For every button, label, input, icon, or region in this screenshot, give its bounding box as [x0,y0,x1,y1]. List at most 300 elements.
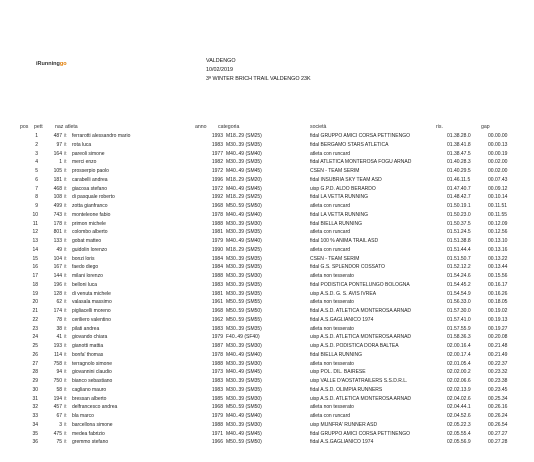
table-row [0,141,534,150]
table-row [0,368,534,377]
cell-societa: uisp MUNFRA' RUNNER ASD [310,421,378,428]
cell-result-time: 01.40.28.3 [447,159,471,166]
cell-naz: it [64,264,67,271]
cell-gap: 00.23.38 [488,378,508,384]
table-row [0,395,534,404]
cell-result-time: 01.51.50.7 [447,255,471,262]
col-header-societa: società [310,124,327,130]
cell-categoria: M50..59 (SM50) [226,203,262,209]
cell-anno: 1968 [211,404,223,411]
brand-logo [36,61,67,67]
cell-societa: atleta non tesserato [310,273,354,279]
cell-anno: 1981 [211,229,223,236]
cell-categoria: M50..59 (SM55) [226,299,262,306]
cell-gap: 00.25.34 [488,395,508,402]
cell-societa: fidal 100 % ANIMA TRAIL ASD [310,238,379,244]
cell-societa: CSEN - TEAM SERIM [310,168,360,174]
cell-categoria: M18..29 (SM25) [226,194,262,201]
cell-naz: it [64,150,67,157]
cell-pos: 15 [32,255,38,262]
table-row [0,132,534,141]
table-row [0,211,534,220]
cell-atleta: carabelli andrea [72,176,108,183]
cell-pos: 6 [35,176,38,183]
cell-categoria: M30..39 (SM35) [226,378,262,384]
cell-categoria: M50..59 (SM50) [226,308,262,314]
cell-pos: 23 [32,325,38,332]
table-row [0,360,534,369]
cell-pett: 128 [53,290,62,297]
cell-naz: it [64,176,67,183]
cell-pett: 75 [56,439,62,446]
table-row [0,351,534,360]
cell-result-time: 01.40.29.5 [447,168,471,174]
cell-result-time: 01.38.28.0 [447,133,471,139]
cell-anno: 1961 [211,299,223,306]
cell-anno: 1977 [211,150,223,157]
cell-result-time: 01.54.24.6 [447,273,471,279]
cell-result-time: 02.04.44.1 [447,404,471,411]
cell-anno: 1993 [211,133,223,139]
cell-atleta: ferrarotti alessandro mario [72,133,131,139]
cell-naz: it [64,378,67,384]
cell-result-time: 02.00.17.4 [447,351,471,358]
col-header-anno: anno [195,124,207,130]
table-row [0,342,534,351]
cell-result-time: 02.01.05.4 [447,360,471,367]
cell-gap: 00.13.10 [488,238,508,244]
cell-pos: 3 [35,150,38,157]
cell-pett: 41 [56,334,62,341]
brand-logo-text: iRunning [36,61,60,67]
brand-logo-accent: go [59,61,67,67]
cell-societa: atleta non tesserato [310,404,354,411]
cell-naz: it [64,211,67,218]
cell-societa: atleta non tesserato [310,299,354,306]
col-header-ris: ris. [436,124,443,130]
cell-atleta: delfrancesco andrea [72,404,118,411]
cell-gap: 00.11.55 [488,211,508,218]
table-row [0,228,534,237]
cell-gap: 00.26.16 [488,404,508,411]
cell-categoria: M18..29 (SM20) [226,176,262,183]
cell-atleta: cagliano mauro [72,386,107,393]
cell-anno: 1979 [211,334,223,341]
cell-gap: 00.19.27 [488,325,508,332]
cell-atleta: di pasquale roberto [72,194,115,201]
cell-categoria: M30..39 (SM35) [226,255,262,262]
cell-naz: it [64,386,67,393]
cell-result-time: 01.54.54.9 [447,290,471,297]
cell-result-time: 02.02.13.9 [447,386,471,393]
cell-gap: 00.13.44 [488,264,508,271]
table-row [0,412,534,421]
cell-result-time: 01.50.19.1 [447,203,471,209]
cell-result-time: 02.02.06.6 [447,378,471,384]
cell-atleta: pareoli simone [72,150,105,157]
col-header-naz: naz [55,124,64,130]
cell-pos: 34 [32,421,38,428]
cell-naz: it [64,168,67,174]
cell-result-time: 01.58.36.3 [447,334,471,341]
cell-pett: 144 [53,273,62,279]
cell-pett: 758 [53,360,62,367]
table-row [0,377,534,386]
cell-pos: 36 [32,439,38,446]
cell-atleta: di venuta michele [72,290,111,297]
cell-pett: 104 [53,255,62,262]
table-row [0,202,534,211]
cell-pett: 181 [53,176,62,183]
cell-result-time: 02.02.00.2 [447,369,471,376]
cell-societa: fidal PODISTICA PONTELUNGO BOLOGNA [310,281,410,288]
cell-pos: 24 [32,334,38,341]
cell-atleta: pilati andrea [72,325,100,332]
cell-naz: it [64,413,67,419]
cell-anno: 1983 [211,378,223,384]
cell-categoria: M40..49 (SM40) [226,413,262,419]
cell-result-time: 02.04.02.6 [447,395,471,402]
cell-anno: 1978 [211,351,223,358]
cell-pos: 14 [32,246,38,253]
cell-gap: 00.16.17 [488,281,508,288]
cell-atleta: gianotti mattia [72,343,104,349]
cell-anno: 1979 [211,238,223,244]
cell-anno: 1979 [211,413,223,419]
table-row [0,333,534,342]
cell-societa: fidal LA VETTA RUNNING [310,211,368,218]
cell-anno: 1983 [211,386,223,393]
cell-naz: it [64,133,67,139]
cell-pett: 108 [53,194,62,201]
cell-categoria: M30..39 (SM30) [226,421,262,428]
cell-societa: atleta con runcard [310,229,351,236]
cell-result-time: 01.54.45.2 [447,281,471,288]
cell-societa: fidal BIELLA RUNNING [310,220,362,227]
cell-result-time: 02.00.16.4 [447,343,471,349]
cell-atleta: bonfa' thomas [72,351,104,358]
cell-pett: 499 [53,203,62,209]
cell-gap: 00.22.37 [488,360,508,367]
cell-result-time: 02.04.52.6 [447,413,471,419]
cell-gap: 00.09.12 [488,185,508,192]
cell-pett: 457 [53,404,62,411]
cell-pos: 19 [32,290,38,297]
cell-naz: it [64,159,67,166]
cell-gap: 00.12.09 [488,220,508,227]
cell-categoria: M40..49 (SM40) [226,150,262,157]
cell-naz: it [64,404,67,411]
cell-anno: 1972 [211,168,223,174]
table-row [0,176,534,185]
cell-gap: 00.10.14 [488,194,508,201]
cell-gap: 00.21.49 [488,351,508,358]
cell-categoria: M50..59 (SM55) [226,316,262,323]
cell-pos: 30 [32,386,38,393]
cell-societa: uisp POL. DIL. BAIRESE [310,369,366,376]
table-row [0,193,534,202]
cell-categoria: M40..49 (SM40) [226,238,262,244]
cell-categoria: M50..59 (SM50) [226,404,262,411]
cell-pett: 38 [56,325,62,332]
cell-gap: 00.02.00 [488,159,508,166]
cell-atleta: giacosa stefano [72,185,108,192]
cell-gap: 00.13.22 [488,255,508,262]
cell-pos: 26 [32,351,38,358]
cell-naz: it [64,299,67,306]
cell-naz: it [64,203,67,209]
cell-categoria: M30..39 (SM35) [226,141,262,148]
cell-anno: 1988 [211,273,223,279]
cell-anno: 1966 [211,439,223,446]
cell-societa: fidal INSUBRIA SKY TEAM ASD [310,176,382,183]
cell-atleta: pigliacelli moreno [72,308,111,314]
cell-pos: 12 [32,229,38,236]
cell-categoria: M30..39 (SM35) [226,264,262,271]
cell-naz: it [64,343,67,349]
table-row [0,430,534,439]
cell-categoria: M40..49 (SM40) [226,211,262,218]
cell-societa: uisp A.S.D. PODISTICA DORA BALTEA [310,343,399,349]
cell-result-time: 01.56.33.0 [447,299,471,306]
cell-gap: 00.11.51 [488,203,508,209]
cell-pett: 97 [56,141,62,148]
cell-gap: 00.16.26 [488,290,508,297]
cell-societa: fidal BIELLA RUNNING [310,351,362,358]
cell-societa: atleta con runcard [310,203,351,209]
cell-atleta: gobat matteo [72,238,102,244]
cell-pos: 18 [32,281,38,288]
cell-pos: 13 [32,238,38,244]
cell-pos: 28 [32,369,38,376]
cell-result-time: 01.51.38.8 [447,238,471,244]
cell-categoria: M30..39 (SM35) [226,386,262,393]
cell-atleta: bonzi loris [72,255,95,262]
cell-pos: 10 [32,211,38,218]
cell-pett: 1 [59,159,62,166]
cell-gap: 00.21.48 [488,343,508,349]
cell-pett: 468 [53,185,62,192]
cell-atleta: giovannini claudio [72,369,112,376]
cell-naz: it [64,430,67,437]
cell-naz: it [64,255,67,262]
cell-result-time: 01.50.37.5 [447,220,471,227]
cell-naz: it [64,185,67,192]
cell-atleta: milani lorenzo [72,273,103,279]
cell-categoria: M30..39 (SM35) [226,159,262,166]
table-row [0,158,534,167]
cell-anno: 1962 [211,316,223,323]
cell-atleta: guidolin lorenzo [72,246,108,253]
cell-result-time: 01.52.12.2 [447,264,471,271]
cell-atleta: zotta gianfranco [72,203,108,209]
cell-pett: 3 [59,421,62,428]
cell-gap: 00.12.56 [488,229,508,236]
cell-anno: 1990 [211,246,223,253]
table-row [0,237,534,246]
table-row [0,438,534,447]
cell-atleta: barcellona simone [72,421,113,428]
table-row [0,263,534,272]
cell-categoria: M30..39 (SM35) [226,290,262,297]
cell-categoria: M18..29 (SM25) [226,246,262,253]
cell-pett: 196 [53,281,62,288]
cell-societa: CSEN - TEAM SERIM [310,255,360,262]
cell-categoria: M30..39 (SM30) [226,395,262,402]
cell-pos: 4 [35,159,38,166]
table-row [0,290,534,299]
cell-pos: 29 [32,378,38,384]
cell-naz: it [64,246,67,253]
cell-anno: 1968 [211,308,223,314]
cell-societa: fidal GRUPPO AMICI CORSA PETTINENGO [310,430,411,437]
cell-atleta: merci enzo [72,159,97,166]
event-title: 3ª WINTER BRICH TRAIL VALDENGO 23K [206,76,311,82]
cell-gap: 00.27.27 [488,430,508,437]
col-header-pos: pos [20,124,29,130]
cell-gap: 00.23.45 [488,386,508,393]
cell-gap: 00.00.00 [488,133,508,139]
cell-pett: 164 [53,150,62,157]
cell-pos: 25 [32,343,38,349]
cell-gap: 00.23.32 [488,369,508,376]
cell-atleta: giovando chiara [72,334,108,341]
cell-result-time: 01.38.41.8 [447,141,471,148]
cell-atleta: medea fabrizio [72,430,105,437]
cell-result-time: 01.47.40.7 [447,185,471,192]
cell-naz: it [64,308,67,314]
cell-gap: 00.26.24 [488,413,508,419]
cell-societa: fidal BERGAMO STARS ATLETICA [310,141,389,148]
table-row [0,167,534,176]
cell-categoria: M30..39 (SM30) [226,273,262,279]
cell-naz: it [64,316,67,323]
cell-naz: it [64,194,67,201]
cell-pos: 5 [35,168,38,174]
table-row [0,325,534,334]
cell-categoria: F40..49 (SF40) [226,334,260,341]
col-header-atleta: atleta [65,124,78,130]
col-header-categoria: categoria [218,124,240,130]
cell-pos: 20 [32,299,38,306]
cell-societa: uisp A.S.D. ATLETICA MONTEROSA ARNAD [310,334,412,341]
cell-atleta: rota luca [72,141,92,148]
cell-pett: 801 [53,229,62,236]
cell-anno: 1996 [211,176,223,183]
cell-anno: 1987 [211,343,223,349]
cell-result-time: 01.57.41.0 [447,316,471,323]
table-row [0,150,534,159]
cell-societa: atleta non tesserato [310,360,354,367]
cell-categoria: M40..49 (SM45) [226,185,262,192]
cell-atleta: belloni luca [72,281,98,288]
cell-naz: it [64,238,67,244]
cell-pos: 16 [32,264,38,271]
cell-pett: 62 [56,299,62,306]
cell-pos: 22 [32,316,38,323]
cell-atleta: bianco sebastiano [72,378,113,384]
cell-categoria: M18..29 (SM25) [226,133,262,139]
cell-pos: 35 [32,430,38,437]
cell-pett: 114 [54,351,62,358]
cell-anno: 1983 [211,281,223,288]
col-header-gap: gap [481,124,490,130]
cell-pos: 21 [32,308,38,314]
event-date: 10/02/2019 [206,67,233,73]
cell-categoria: M30..39 (SM35) [226,229,262,236]
table-row [0,403,534,412]
cell-pos: 31 [32,395,38,402]
cell-result-time: 02.05.22.3 [447,421,471,428]
cell-societa: uisp A.S.D. ATLETICA MONTEROSA ARNAD [310,395,412,402]
cell-naz: it [64,281,67,288]
cell-societa: fidal A.S.GAGLIANICO 1974 [310,316,374,323]
cell-pos: 11 [32,220,38,227]
cell-societa: fidal A.S.GAGLIANICO 1974 [310,439,374,446]
cell-categoria: M30..39 (SM30) [226,360,262,367]
table-row [0,307,534,316]
table-row [0,281,534,290]
cell-gap: 00.15.56 [488,273,508,279]
table-row [0,185,534,194]
cell-gap: 00.13.16 [488,246,508,253]
cell-anno: 1984 [211,264,223,271]
cell-societa: atleta con runcard [310,413,351,419]
cell-categoria: M30..39 (SM35) [226,325,262,332]
cell-pos: 7 [35,185,38,192]
cell-atleta: faedo diego [72,264,99,271]
cell-pos: 1 [35,133,38,139]
cell-gap: 00.00.13 [488,141,508,148]
cell-anno: 1971 [211,430,223,437]
cell-societa: uisp VALLE D'AOSTATRAILERS S.S.D.R.L. [310,378,408,384]
cell-societa: fidal GRUPPO AMICI CORSA PETTINENGO [310,133,411,139]
cell-anno: 1985 [211,395,223,402]
cell-atleta: monteleone fabio [72,211,111,218]
cell-gap: 00.07.43 [488,176,508,183]
table-row [0,386,534,395]
cell-result-time: 01.57.55.9 [447,325,471,332]
cell-societa: uisp G.P.D. ALDO BERARDO [310,185,376,192]
cell-naz: it [64,369,67,376]
cell-anno: 1968 [211,203,223,209]
cell-gap: 00.20.08 [488,334,508,341]
table-row [0,298,534,307]
cell-gap: 00.27.28 [488,439,508,446]
cell-anno: 1984 [211,255,223,262]
cell-result-time: 01.51.24.5 [447,229,471,236]
cell-categoria: M30..39 (SM30) [226,343,262,349]
cell-pett: 167 [53,264,62,271]
cell-pett: 133 [53,238,62,244]
cell-atleta: bressan alberto [72,395,107,402]
cell-anno: 1988 [211,360,223,367]
cell-gap: 00.19.02 [488,308,508,314]
cell-gap: 00.02.00 [488,168,508,174]
cell-pett: 487 [53,133,62,139]
cell-naz: it [64,334,67,341]
cell-anno: 1982 [211,159,223,166]
cell-anno: 1973 [211,369,223,376]
table-row [0,421,534,430]
cell-anno: 1983 [211,141,223,148]
cell-atleta: gremmo stefano [72,439,109,446]
cell-result-time: 02.05.56.9 [447,439,471,446]
cell-naz: it [64,395,67,402]
cell-pett: 174 [53,308,62,314]
cell-pett: 750 [53,378,62,384]
cell-pett: 94 [56,369,62,376]
